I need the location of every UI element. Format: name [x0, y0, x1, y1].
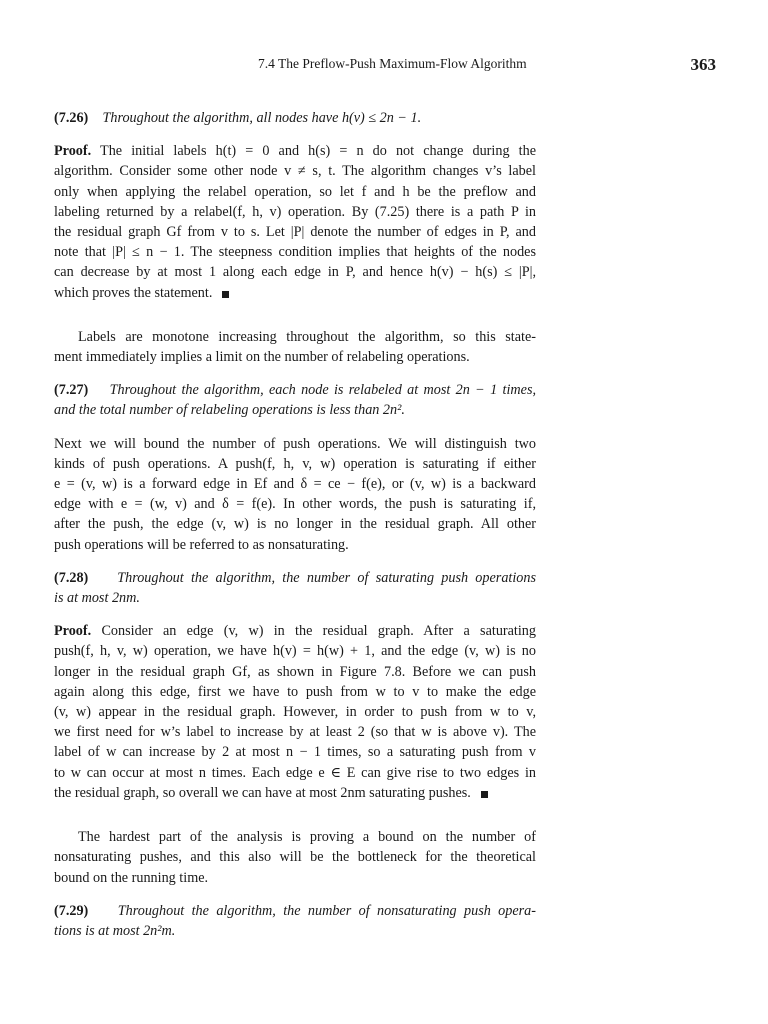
text-line: after the push, the edge (v, w) is no longer in the residual graph. All other	[54, 516, 536, 533]
statement-line: and the total number of relabeling operations is less than 2n².	[54, 402, 405, 419]
statement-7-29	[54, 901, 536, 941]
statement-number: (7.27)	[54, 382, 89, 399]
proof-line: can decrease by at most 1 along each edge in P, and hence h(v) − h(s) ≤ |P|,	[54, 264, 536, 281]
statement-number: (7.29)	[54, 902, 89, 919]
proof-line: push(f, h, v, w) operation, we have h(v) = h(w) + 1, and the edge (v, w) is no	[54, 643, 536, 660]
text-line: nonsaturating pushes, and this also will be the bottleneck for the theoretical	[54, 849, 536, 866]
text-line: push operations will be referred to as nonsaturating.	[54, 536, 349, 553]
proof-line: algorithm. Consider some other node v ≠ s, t. The algorithm changes v’s label	[54, 163, 536, 180]
statement-7-26	[54, 108, 536, 128]
statement-number: (7.26)	[54, 110, 89, 126]
statement-line: (7.27) Throughout the algorithm, each node is relabeled at most 2n − 1 times,	[54, 382, 537, 399]
proof-line: we first need for w’s label to increase by at least 2 (so that w is above v). The	[54, 724, 536, 741]
text-line: e = (v, w) is a forward edge in Ef and δ = ce − f(e), or (v, w) is a backward	[54, 476, 536, 493]
proof-label: Proof.	[54, 623, 92, 640]
page-body	[54, 108, 536, 954]
paragraph-labels	[54, 327, 536, 367]
proof-line: Proof. The initial labels h(t) = 0 and h(s) = n do not change during the	[54, 143, 536, 160]
paragraph-hardest-part	[54, 827, 536, 888]
text-line: Next we will bound the number of push operations. We will distinguish two	[54, 435, 536, 452]
statement-number: (7.28)	[54, 569, 89, 586]
page-number: 363	[690, 55, 716, 74]
proof-line: labeling returned by a relabel(f, h, v) operation. By (7.25) there is a path P in	[54, 203, 536, 220]
qed-square-icon	[222, 291, 229, 298]
proof-label: Proof.	[54, 143, 92, 160]
statement-text: Throughout the algorithm, all nodes have h(v) ≤ 2n − 1.	[102, 110, 422, 126]
proof-line: the residual graph Gf from v to s. Let |P| denote the number of edges in P, and	[54, 224, 536, 241]
statement-line: (7.29) Throughout the algorithm, the number of nonsaturating push opera-	[54, 902, 537, 919]
qed-square-icon	[481, 791, 488, 798]
statement-7-27	[54, 380, 536, 420]
text-line: edge with e = (w, v) and δ = f(e). In other words, the push is saturating if,	[54, 496, 536, 513]
proof-line: note that |P| ≤ n − 1. The steepness condition implies that heights of the nodes	[54, 244, 536, 261]
statement-line: (7.28) Throughout the algorithm, the number of saturating push operations	[54, 569, 537, 586]
statement-line: is at most 2nm.	[54, 590, 140, 607]
proof-line: the residual graph, so overall we can have at most 2nm saturating pushes.	[54, 783, 536, 803]
statement-line: tions is at most 2n²m.	[54, 922, 176, 939]
proof-line: label of w can increase by 2 at most n − 1 times, so a saturating push from v	[54, 744, 536, 761]
proof-line: to w can occur at most n times. Each edge e ∈ E can give rise to two edges in	[54, 764, 536, 781]
paragraph-push-operations	[54, 434, 536, 555]
proof-line: again along this edge, first we have to push from w to v to make the edge	[54, 683, 536, 700]
text-line: Labels are monotone increasing throughout the algorithm, so this state-	[78, 328, 536, 345]
proof-line: Proof. Consider an edge (v, w) in the residual graph. After a saturating	[54, 623, 536, 640]
running-head: 7.4 The Preflow-Push Maximum-Flow Algorithm	[258, 56, 527, 71]
proof-line: which proves the statement.	[54, 283, 536, 303]
text-line: kinds of push operations. A push(f, h, v, w) operation is saturating if either	[54, 455, 536, 472]
text-line: The hardest part of the analysis is proving a bound on the number of	[78, 829, 536, 846]
page-header	[0, 56, 768, 76]
text-line: bound on the running time.	[54, 869, 209, 886]
text-line: ment immediately implies a limit on the number of relabeling operations.	[54, 349, 470, 366]
proof-line: only when applying the relabel operation, so let f and h be the preflow and	[54, 183, 536, 200]
proof-line: longer in the residual graph Gf, as shown in Figure 7.8. Before we can push	[54, 663, 536, 680]
proof-7-28	[54, 621, 536, 803]
proof-7-26	[54, 141, 536, 303]
proof-line: (v, w) appear in the residual graph. However, in order to push from w to v,	[54, 704, 536, 721]
statement-7-28	[54, 568, 536, 608]
